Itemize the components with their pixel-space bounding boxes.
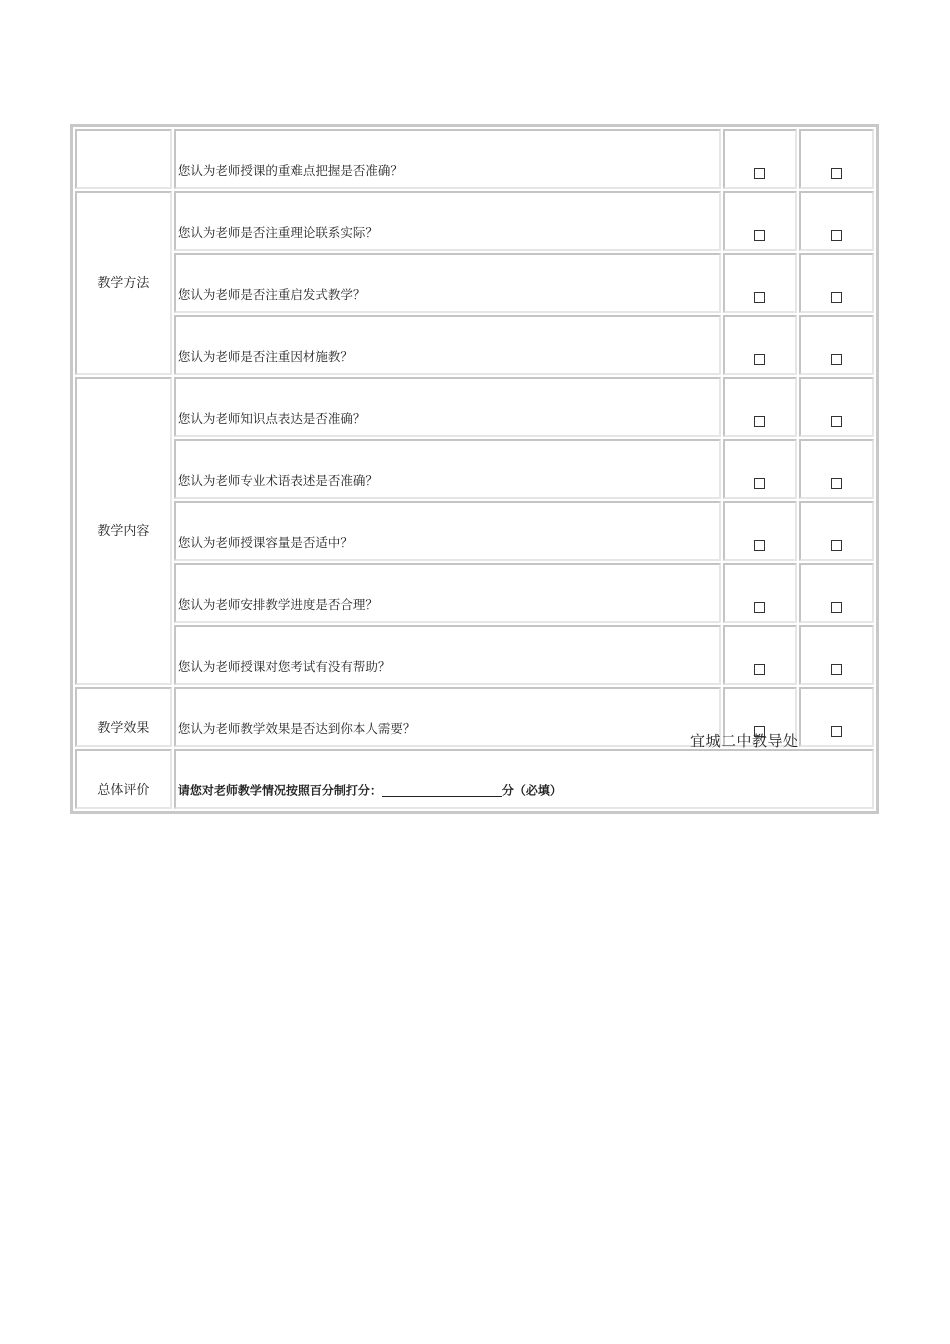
question-text: 您认为老师授课对您考试有没有帮助？ [174, 625, 721, 685]
overall-row [75, 749, 874, 809]
category-label: 教学效果 [75, 687, 172, 747]
table-row [75, 191, 874, 251]
checkbox[interactable] [831, 664, 842, 675]
option-cell[interactable] [723, 377, 798, 437]
option-cell[interactable] [723, 501, 798, 561]
table-row [75, 501, 874, 561]
option-cell[interactable] [799, 377, 874, 437]
option-cell[interactable] [799, 563, 874, 623]
checkbox[interactable] [754, 602, 765, 613]
question-text: 您认为老师授课的重难点把握是否准确？ [174, 129, 721, 189]
option-cell[interactable] [723, 315, 798, 375]
option-cell[interactable] [723, 563, 798, 623]
option-cell[interactable] [799, 129, 874, 189]
table-row [75, 315, 874, 375]
overall-suffix: 分（必填） [501, 783, 562, 798]
checkbox[interactable] [754, 168, 765, 179]
checkbox[interactable] [831, 292, 842, 303]
checkbox[interactable] [831, 416, 842, 427]
checkbox[interactable] [831, 602, 842, 613]
checkbox[interactable] [754, 540, 765, 551]
checkbox[interactable] [831, 478, 842, 489]
overall-prompt: 请您对老师教学情况按照百分制打分： [177, 783, 382, 798]
signature: 宜城二中教导处 [690, 732, 799, 750]
option-cell[interactable] [723, 439, 798, 499]
table-row [75, 625, 874, 685]
table-row [75, 129, 874, 189]
checkbox[interactable] [831, 354, 842, 365]
option-cell[interactable] [799, 191, 874, 251]
score-input-line[interactable] [382, 784, 502, 797]
option-cell[interactable] [723, 253, 798, 313]
option-cell[interactable] [723, 129, 798, 189]
question-text: 您认为老师是否注重理论联系实际？ [174, 191, 721, 251]
option-cell[interactable] [799, 501, 874, 561]
overall-score-cell [174, 749, 874, 809]
table-row [75, 563, 874, 623]
question-text: 您认为老师教学效果是否达到你本人需要？ [174, 687, 721, 747]
checkbox[interactable] [754, 664, 765, 675]
option-cell[interactable] [799, 625, 874, 685]
checkbox[interactable] [754, 354, 765, 365]
option-cell[interactable] [799, 439, 874, 499]
checkbox[interactable] [754, 292, 765, 303]
category-label: 教学内容 [75, 377, 172, 685]
overall-category-label: 总体评价 [75, 749, 172, 809]
option-cell[interactable] [723, 625, 798, 685]
checkbox[interactable] [831, 540, 842, 551]
category-label: 教学方法 [75, 191, 172, 375]
checkbox[interactable] [754, 416, 765, 427]
table-row [75, 377, 874, 437]
checkbox[interactable] [831, 726, 842, 737]
question-text: 您认为老师是否注重启发式教学？ [174, 253, 721, 313]
option-cell[interactable] [799, 253, 874, 313]
option-cell[interactable] [799, 315, 874, 375]
question-text: 您认为老师知识点表达是否准确？ [174, 377, 721, 437]
evaluation-table [70, 124, 879, 814]
table-row [75, 253, 874, 313]
checkbox[interactable] [754, 478, 765, 489]
checkbox[interactable] [754, 230, 765, 241]
option-cell[interactable] [799, 687, 874, 747]
question-text: 您认为老师是否注重因材施教？ [174, 315, 721, 375]
checkbox[interactable] [831, 230, 842, 241]
category-cell [75, 129, 172, 189]
question-text: 您认为老师安排教学进度是否合理？ [174, 563, 721, 623]
option-cell[interactable] [723, 191, 798, 251]
checkbox[interactable] [831, 168, 842, 179]
table-row [75, 439, 874, 499]
question-text: 您认为老师专业术语表述是否准确？ [174, 439, 721, 499]
question-text: 您认为老师授课容量是否适中？ [174, 501, 721, 561]
